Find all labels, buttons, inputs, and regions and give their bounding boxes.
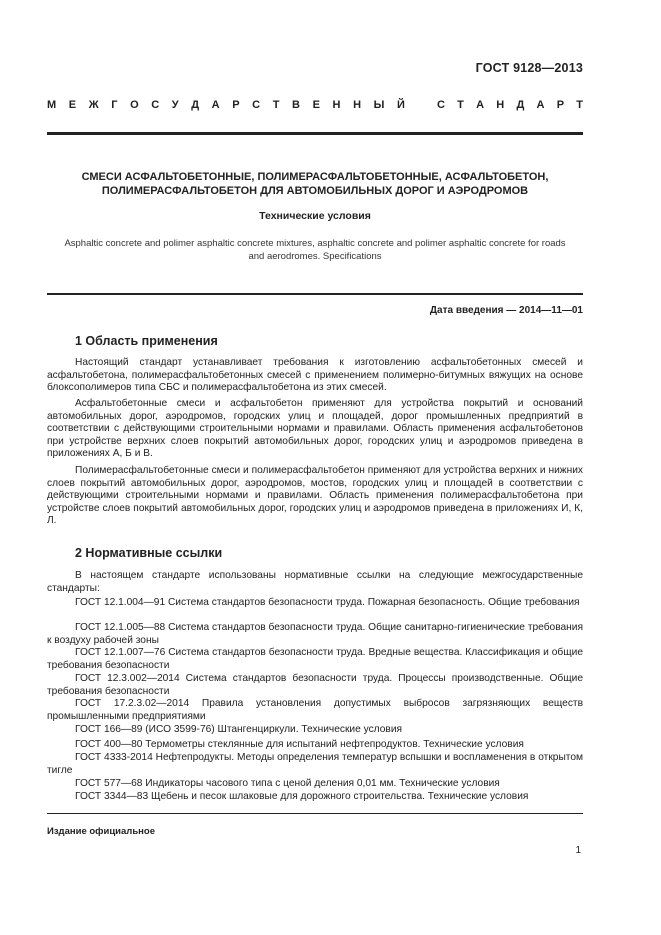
banner-letter: Й (396, 99, 405, 111)
banner-letter: С (437, 99, 445, 111)
banner-letter: С (252, 99, 261, 111)
banner-word-interstate (47, 99, 405, 111)
reference-item: ГОСТ 577—68 Индикаторы часового типа с ценой деления 0,01 мм. Технические условия (75, 778, 500, 789)
reference-item: ГОСТ 4333-2014 Нефтепродукты. Методы определения температур вспышки и воспламенения в открытом тигле (47, 752, 583, 776)
page-number: 1 (575, 845, 581, 856)
reference-item: ГОСТ 12.3.002—2014 Система стандартов безопасности труда. Процессы производственные. Общие требования безопасности (47, 673, 583, 697)
document-code: ГОСТ 9128—2013 (475, 61, 583, 75)
banner-letter: С (151, 99, 160, 111)
banner-letter: У (171, 99, 179, 111)
banner-letter: Р (556, 99, 565, 111)
banner-letter: Д (516, 99, 525, 111)
section-1-paragraph-3: Полимерасфальтобетонные смеси и полимерасфальтобетон применяют для устройства верхних и нижних слоев покрытий автомобильных дорог, аэродромов, мостов, городских улиц и площадей в соответствии с действующими строительными нормами и правилами. Область применения полимерасфальтобетона при устройстве слоев покрытий автомобильных дорог, городских улиц и аэродромов приведена в приложениях И, К, Л. (47, 465, 583, 527)
official-edition-label: Издание официальное (47, 826, 155, 837)
english-title-line-2: and aerodromes. Specifications (248, 251, 382, 262)
banner-letter: Н (332, 99, 341, 111)
header-divider (47, 132, 583, 135)
english-title (47, 237, 583, 263)
section-1-heading: 1 Область применения (75, 334, 218, 348)
reference-item: ГОСТ 400—80 Термометры стеклянные для испытаний нефтепродуктов. Технические условия (75, 739, 524, 750)
document-title (47, 170, 583, 198)
title-line-1: СМЕСИ АСФАЛЬТОБЕТОННЫЕ, ПОЛИМЕРАСФАЛЬТОБЕТОННЫЕ, АСФАЛЬТОБЕТОН, (81, 171, 549, 183)
banner-letter: Е (312, 99, 320, 111)
reference-item: ГОСТ 166—89 (ИСО 3599-76) Штангенциркули. Технические условия (75, 724, 403, 735)
document-subtitle: Технические условия (259, 210, 371, 222)
banner-letter: М (47, 99, 57, 111)
banner-letter: А (211, 99, 220, 111)
banner-letter: Н (496, 99, 505, 111)
banner-letter: Г (111, 99, 118, 111)
title-divider (47, 293, 583, 295)
banner-letter: Р (232, 99, 240, 111)
introduction-date: Дата введения — 2014—11—01 (429, 305, 583, 316)
reference-item: ГОСТ 12.1.005—88 Система стандартов безопасности труда. Общие санитарно-гигиенические требования к воздуху рабочей зоны (47, 622, 583, 646)
section-2-heading: 2 Нормативные ссылки (75, 546, 223, 560)
banner-letter: Т (457, 99, 464, 111)
reference-item: ГОСТ 12.1.004—91 Система стандартов безопасности труда. Пожарная безопасность. Общие требования (75, 597, 580, 608)
banner-letter: О (130, 99, 139, 111)
section-1-paragraph-1: Настоящий стандарт устанавливает требования к изготовлению асфальтобетонных смесей и асфальтобетона, полимерасфальтобетонных смесей с применением полимерно-битумных вяжущих на основе блоксополимеров типа СБС и полимерасфальтобетона из этих смесей. (47, 357, 583, 394)
banner-word-standard (437, 99, 583, 111)
reference-item: ГОСТ 3344—83 Щебень и песок шлаковые для дорожного строительства. Технические условия (75, 791, 529, 802)
banner-letter: Ы (373, 99, 385, 111)
banner-letter: Д (191, 99, 200, 111)
banner-letter: Ж (88, 99, 99, 111)
banner-letter: А (536, 99, 545, 111)
section-2-intro: В настоящем стандарте использованы нормативные ссылки на следующие межгосударственные стандарты: (47, 570, 583, 594)
banner-letter: Н (353, 99, 362, 111)
reference-item: ГОСТ 17.2.3.02—2014 Правила установления допустимых выбросов загрязняющих веществ промышленными предприятиями (47, 698, 583, 722)
banner-letter: Е (68, 99, 77, 111)
english-title-line-1: Asphaltic concrete and polimer asphaltic concrete mixtures, asphaltic concrete and polimer asphaltic concrete for roads (64, 238, 566, 249)
section-1-paragraph-2: Асфальтобетонные смеси и асфальтобетон применяют для устройства покрытий и оснований автомобильных дорог, аэродромов, городских улиц и площадей, дорог промышленных предприятий в соответствии с действующими строительными нормами и правилами. Область применения асфальтобетонов при устройстве верхних слоев покрытий автомобильных дорог, городских улиц и аэродромов приведена в приложениях А, Б и В. (47, 398, 583, 460)
banner-letter: А (476, 99, 485, 111)
footer-divider (47, 813, 583, 814)
title-line-2: ПОЛИМЕРАСФАЛЬТОБЕТОН ДЛЯ АВТОМОБИЛЬНЫХ ДОРОГ И АЭРОДРОМОВ (101, 185, 529, 197)
standard-type-banner (47, 99, 583, 111)
banner-letter: Т (576, 99, 583, 111)
banner-letter: В (292, 99, 300, 111)
banner-letter: Т (272, 99, 280, 111)
reference-item: ГОСТ 12.1.007—76 Система стандартов безопасности труда. Вредные вещества. Классификация и общие требования безопасности (47, 647, 583, 671)
